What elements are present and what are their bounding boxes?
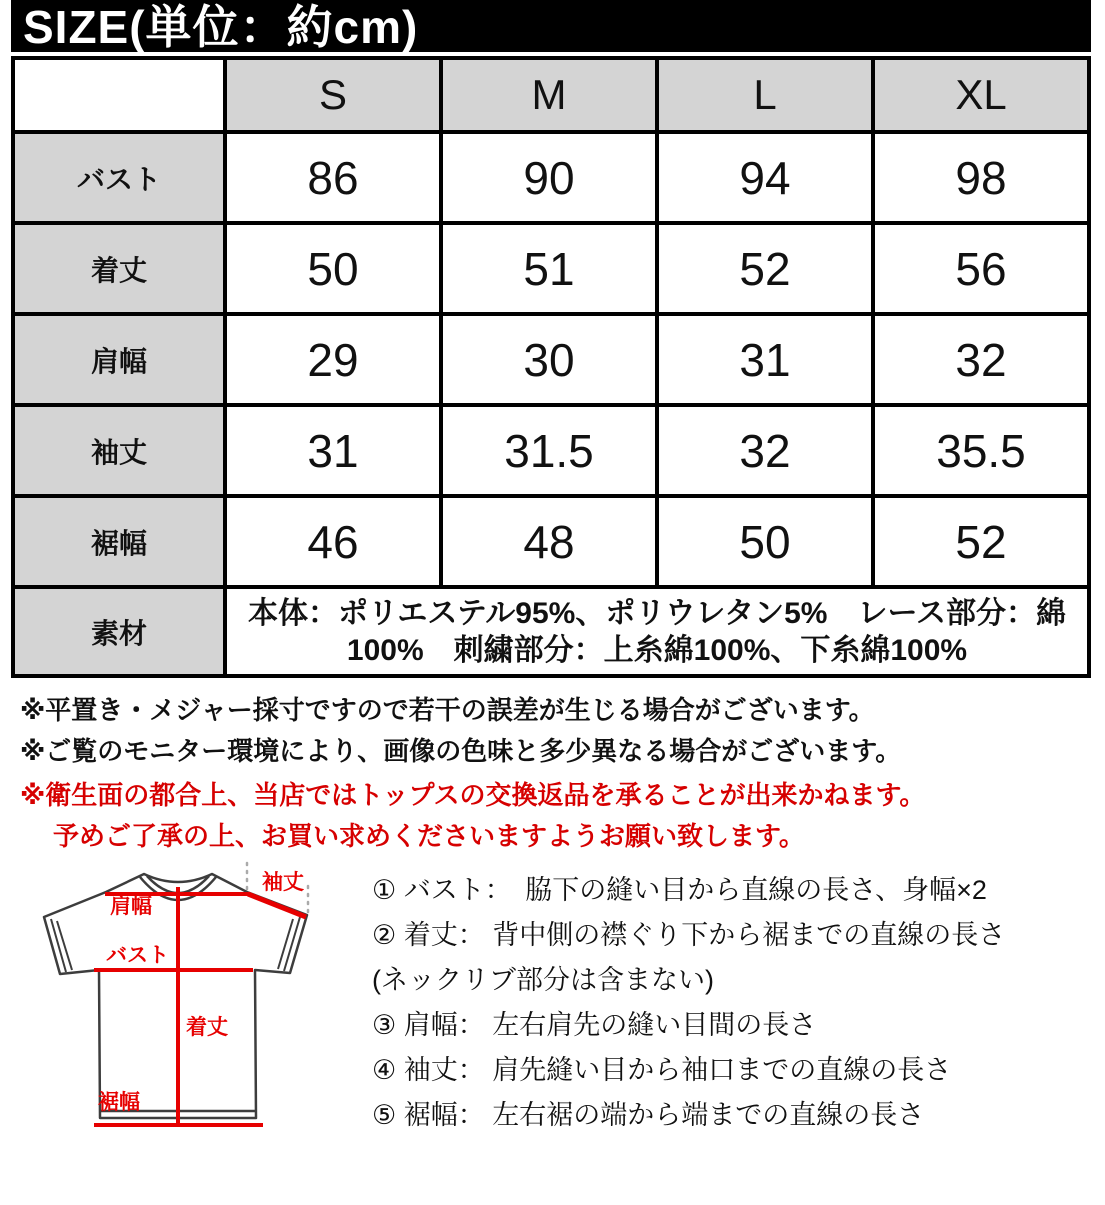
row-label-material: 素材: [13, 587, 225, 676]
note-measurement: ※平置き・メジャー採寸ですので若干の誤差が生じる場合がございます。: [20, 695, 875, 725]
material-line-1: 本体：ポリエステル95%、ポリウレタン5% レース部分：綿: [247, 596, 1066, 630]
explanation-length-note: (ネックリブ部分は含まない): [372, 965, 714, 995]
col-header-s: S: [225, 58, 441, 132]
tshirt-outline: [44, 874, 307, 1118]
value-cell: 94: [657, 132, 873, 223]
value-cell: 32: [657, 405, 873, 496]
table-header-row: [13, 58, 1089, 132]
explanation-sleeve: ④ 袖丈： 肩先縫い目から袖口までの直線の長さ: [372, 1055, 952, 1085]
row-label-length: 着丈: [13, 223, 225, 314]
row-label-sleeve: 袖丈: [13, 405, 225, 496]
value-cell: 50: [657, 496, 873, 587]
corner-cell: [13, 58, 225, 132]
value-cell: 56: [873, 223, 1089, 314]
col-header-xl: XL: [873, 58, 1089, 132]
table-row-bust: [13, 132, 1089, 223]
explanation-length: ② 着丈： 背中側の襟ぐり下から裾までの直線の長さ: [372, 920, 1006, 950]
value-cell: 52: [657, 223, 873, 314]
tshirt-measure-diagram: [10, 855, 350, 1155]
col-header-m: M: [441, 58, 657, 132]
row-label-hem: 裾幅: [13, 496, 225, 587]
row-label-shoulder: 肩幅: [13, 314, 225, 405]
size-table: [11, 56, 1091, 678]
table-row-material: [13, 587, 1089, 676]
hem-width-label: 裾幅: [98, 1091, 140, 1114]
value-cell: 90: [441, 132, 657, 223]
note-monitor: ※ご覧のモニター環境により、画像の色味と多少異なる場合がございます。: [20, 736, 902, 766]
value-cell: 52: [873, 496, 1089, 587]
value-cell: 31: [225, 405, 441, 496]
table-row-length: [13, 223, 1089, 314]
note-no-return: ※衛生面の都合上、当店ではトップスの交換返品を承ることが出来かねます。: [20, 780, 926, 810]
notes-block: [20, 690, 925, 857]
value-cell: 51: [441, 223, 657, 314]
explanation-hem: ⑤ 裾幅： 左右裾の端から端までの直線の長さ: [372, 1100, 925, 1130]
value-cell: 30: [441, 314, 657, 405]
value-cell: 48: [441, 496, 657, 587]
value-cell: 50: [225, 223, 441, 314]
value-cell: 98: [873, 132, 1089, 223]
length-label: 着丈: [186, 1016, 228, 1039]
measurement-explanations: [372, 868, 1005, 1138]
size-title: SIZE(単位：約cm): [23, 1, 419, 52]
material-line-2: 100% 刺繍部分：上糸綿100%、下糸綿100%: [346, 633, 968, 667]
tshirt-diagram-svg: [10, 855, 350, 1155]
value-cell: 86: [225, 132, 441, 223]
explanation-shoulder: ③ 肩幅： 左右肩先の縫い目間の長さ: [372, 1010, 817, 1040]
explanation-bust: ① バスト： 脇下の縫い目から直線の長さ、身幅×2: [372, 875, 987, 905]
table-row-hem: [13, 496, 1089, 587]
value-cell: 35.5: [873, 405, 1089, 496]
value-cell: 46: [225, 496, 441, 587]
value-cell: 31: [657, 314, 873, 405]
table-row-sleeve: [13, 405, 1089, 496]
value-cell: 31.5: [441, 405, 657, 496]
size-title-bar: [11, 0, 1091, 52]
value-cell: 32: [873, 314, 1089, 405]
col-header-l: L: [657, 58, 873, 132]
row-label-bust: バスト: [13, 132, 225, 223]
bust-label: バスト: [106, 944, 169, 967]
note-please-understand: 予めご了承の上、お買い求めくださいますようお願い致します。: [53, 821, 805, 851]
shoulder-width-label: 肩幅: [110, 895, 152, 918]
table-row-shoulder: [13, 314, 1089, 405]
material-text-cell: [225, 587, 1089, 676]
value-cell: 29: [225, 314, 441, 405]
sleeve-length-label: 袖丈: [262, 871, 304, 894]
